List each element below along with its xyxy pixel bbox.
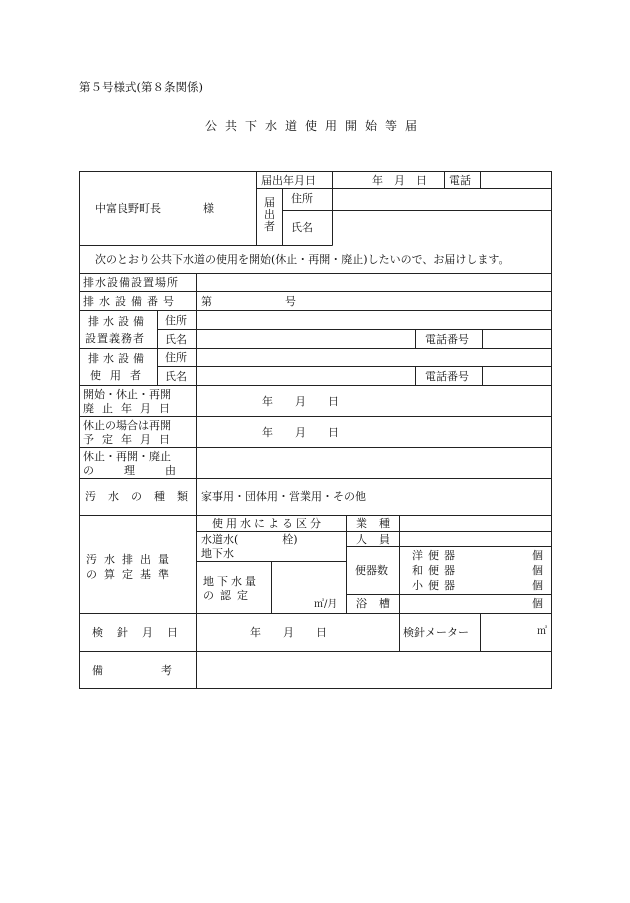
urinal-label: 小便器 [412,579,460,592]
user-label-2: 使用者 [90,369,150,382]
filing-phone-label: 電話 [449,174,471,187]
owner-label-2: 設置義務者 [85,332,145,345]
resume-date[interactable]: 年 月 日 [262,426,339,439]
filer-name-label: 氏名 [291,221,313,234]
reason-field[interactable] [197,448,551,478]
owner-name-label: 氏名 [165,333,187,346]
remarks-field[interactable] [197,652,551,688]
number-label: 排水設備番号 [83,295,179,308]
tap-water[interactable]: 水道水( 栓) [201,533,298,546]
number-field[interactable] [215,292,280,310]
japanese-unit: 個 [532,564,543,577]
start-label-2: 廃止年月日 [83,402,178,415]
owner-label-1: 排水設備 [88,315,148,328]
meter-reading-field[interactable] [481,614,536,651]
sewage-type-value[interactable]: 家事用・団体用・営業用・その他 [201,490,366,503]
resume-label-1: 休止の場合は再開 [83,419,171,432]
meter-date-label: 検針月日 [92,626,192,639]
groundwater-qty-label-2: の認定 [203,589,254,602]
water-division-label: 使用水による区分 [212,517,324,530]
groundwater-unit: ㎥/月 [314,599,338,610]
calc-label-1: 汚水排出量 [86,553,176,566]
persons-field[interactable] [400,532,551,546]
owner-address-field[interactable] [197,311,551,329]
remarks-label: 備考 [92,664,230,677]
sewage-type-label: 汚水の種類 [85,490,200,503]
filer-address-label: 住所 [291,192,313,205]
owner-phone-field[interactable] [483,330,551,348]
business-type-label: 業種 [356,517,402,530]
filer-name-field[interactable] [333,211,551,245]
addressee-mayor: 中富良野町長 [95,202,161,215]
groundwater[interactable]: 地下水 [201,547,234,560]
reason-label-1: 休止・再開・廃止 [83,450,171,463]
filing-date-value[interactable]: 年 月 日 [372,174,427,187]
location-label: 排水設備設置場所 [83,276,179,289]
location-field[interactable] [197,274,551,291]
filing-phone-field[interactable] [481,172,551,188]
business-type-field[interactable] [400,516,551,531]
bathtub-label: 浴槽 [356,597,402,610]
start-label-1: 開始・休止・再開 [83,388,171,401]
meter-unit: ㎥ [537,626,547,637]
user-phone-label: 電話番号 [425,370,469,383]
japanese-toilet-label: 和便器 [412,564,460,577]
start-date[interactable]: 年 月 日 [262,395,339,408]
page-title: 公共下水道使用開始等届 [204,119,425,133]
calc-label-2: の算定基準 [86,568,176,581]
western-unit: 個 [532,549,543,562]
meter-date[interactable]: 年 月 日 [250,626,327,639]
owner-address-label: 住所 [165,314,187,327]
urinal-unit: 個 [532,579,543,592]
user-name-field[interactable] [197,367,415,385]
owner-phone-label: 電話番号 [425,333,469,346]
statement-text: 次のとおり公共下水道の使用を開始(休止・再開・廃止)したいので、お届けします。 [95,253,510,266]
reason-label-2: の理由 [83,464,206,477]
resume-label-2: 予定年月日 [83,433,178,446]
user-address-label: 住所 [165,351,187,364]
owner-name-field[interactable] [197,330,415,348]
meter-reading-label: 検針メーター [403,626,469,639]
toilets-label: 便器数 [355,564,388,577]
filer-label: 届出者 [264,196,275,233]
filing-date-label: 届出年月日 [261,174,316,187]
bathtub-unit: 個 [532,597,543,610]
user-phone-field[interactable] [483,367,551,385]
filer-address-field[interactable] [333,189,551,210]
addressee-honorific: 様 [203,202,214,215]
user-name-label: 氏名 [165,370,187,383]
number-go: 号 [285,295,296,308]
user-address-field[interactable] [197,349,551,366]
number-dai: 第 [201,295,212,308]
user-label-1: 排水設備 [88,352,148,365]
western-toilet-label: 洋便器 [412,549,460,562]
groundwater-qty-label-1: 地下水量 [203,575,259,588]
form-id: 第５号様式(第８条関係) [79,80,203,94]
persons-label: 人員 [356,533,402,546]
